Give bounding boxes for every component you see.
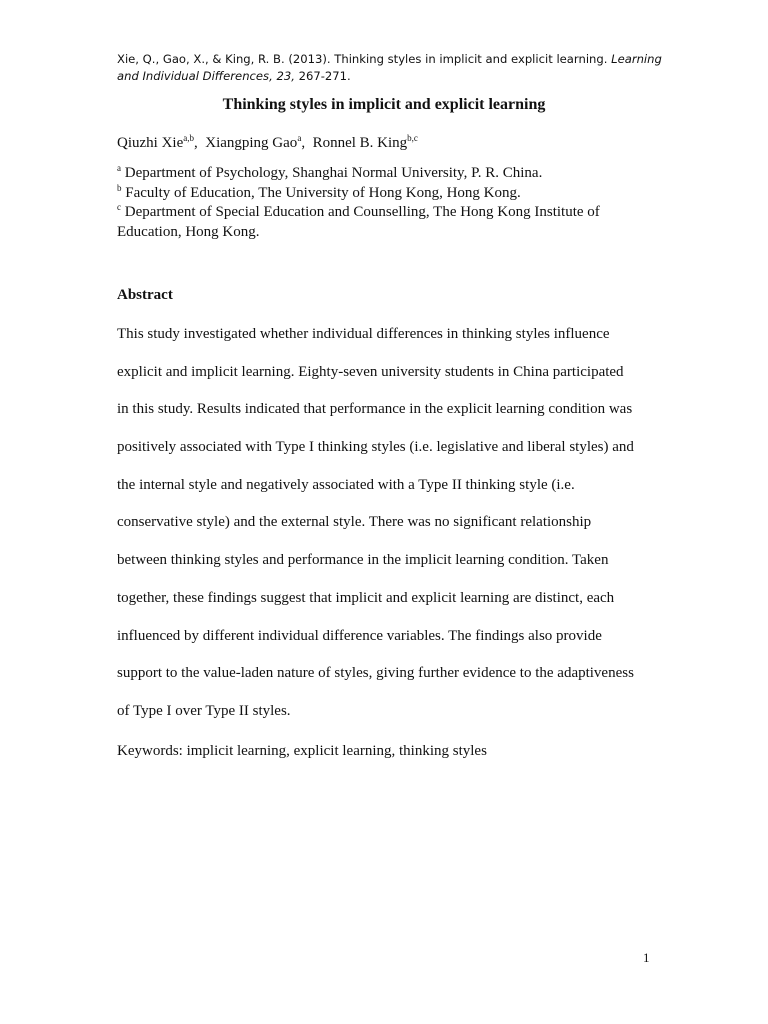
abstract-line: positively associated with Type I thinking styles (i.e. legislative and liberal styles) and — [117, 439, 634, 456]
abstract-line: This study investigated whether individual differences in thinking styles influence — [117, 326, 610, 342]
affiliation-list — [117, 164, 657, 242]
affiliation-item — [117, 164, 657, 184]
abstract-body — [117, 325, 662, 740]
affiliation-mark: c — [117, 202, 121, 212]
abstract-line: the internal style and negatively associated with a Type II thinking style (i.e. — [117, 476, 575, 493]
abstract-line: of Type I over Type II styles. — [117, 702, 291, 719]
page-number: 1 — [643, 950, 650, 965]
abstract-line: together, these findings suggest that implicit and explicit learning are distinct, each — [117, 589, 615, 606]
citation-authors-title: Xie, Q., Gao, X., & King, R. B. (2013). Thinking styles in implicit and explicit learning. — [117, 52, 612, 66]
affiliation-mark: a — [117, 163, 121, 173]
affiliation-mark: b — [117, 182, 122, 193]
citation-header — [117, 51, 662, 85]
citation-journal: Learning and Individual Differences, 23, — [117, 52, 662, 83]
keywords: Keywords: implicit learning, explicit learning, thinking styles — [117, 743, 487, 759]
affiliation-item — [117, 203, 657, 223]
citation-pages: 267-271. — [294, 69, 351, 83]
abstract-line: support to the value-laden nature of styles, giving further evidence to the adaptiveness — [117, 665, 634, 682]
affiliation-text: Department of Psychology, Shanghai Normal University, P. R. China. — [121, 165, 543, 181]
abstract-line: between thinking styles and performance in the implicit learning condition. Taken — [117, 552, 609, 569]
affiliation-text: Education, Hong Kong. — [117, 223, 260, 240]
author-affiliation-mark: b,c — [407, 133, 418, 143]
abstract-line: in this study. Results indicated that performance in the explicit learning condition was — [117, 401, 633, 418]
author-affiliation-mark: a,b — [183, 133, 194, 143]
affiliation-item — [117, 223, 657, 243]
author-list — [117, 135, 418, 152]
affiliation-text: Faculty of Education, The University of Hong Kong, Hong Kong. — [121, 184, 521, 201]
author-name: Xiangping Gao — [205, 135, 298, 151]
affiliation-item — [117, 184, 657, 204]
abstract-line: conservative style) and the external style. There was no significant relationship — [117, 514, 592, 531]
author-separator: , — [301, 135, 313, 151]
author-separator: , — [193, 135, 206, 151]
author-name: Qiuzhi Xie — [117, 135, 184, 151]
abstract-heading: Abstract — [117, 287, 173, 303]
abstract-line: explicit and implicit learning. Eighty-seven university students in China participated — [117, 363, 624, 380]
author-affiliation-mark: a — [297, 133, 302, 143]
paper-title: Thinking styles in implicit and explicit learning — [222, 96, 546, 113]
affiliation-text: Department of Special Education and Counselling, The Hong Kong Institute of — [121, 204, 600, 220]
abstract-line: influenced by different individual difference variables. The findings also provide — [117, 627, 602, 644]
author-name: Ronnel B. King — [312, 135, 408, 151]
